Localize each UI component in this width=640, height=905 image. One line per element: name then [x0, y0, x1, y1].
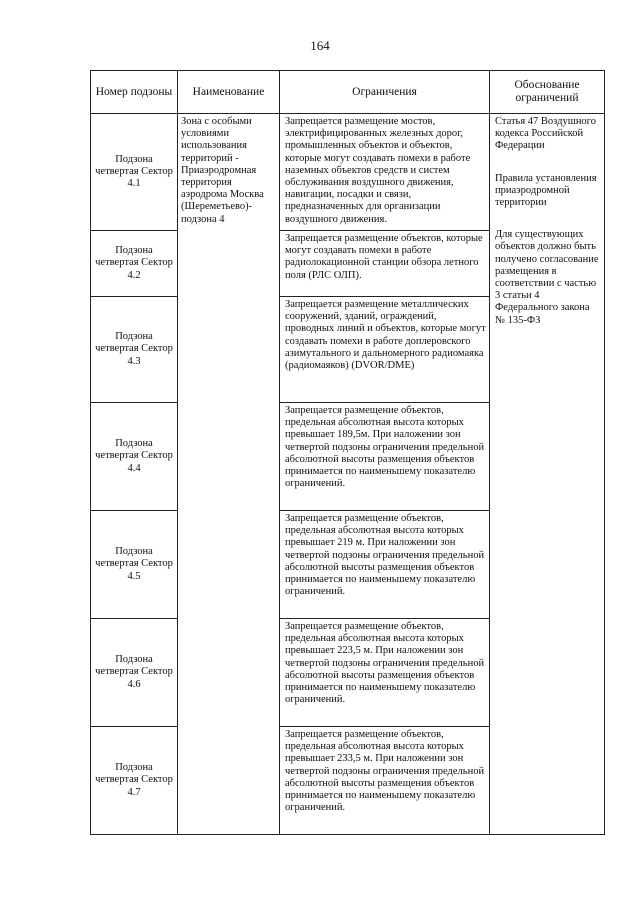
restriction-cell: Запрещается размещение объектов, предельная абсолютная высота которых превышает 219 м. При наложении зон четвертой подзоны ограничения предельной абсолютной высоты размещения объектов принимается по наименьшему показателю ограничений.: [280, 511, 490, 619]
zone-cell: Подзона четвертая Сектор 4.1: [91, 114, 178, 231]
restriction-cell: Запрещается размещение объектов, предельная абсолютная высота которых превышает 223,5 м. При наложении зон четвертой подзоны ограничения предельной абсолютной высоты размещения объектов принимается по наименьшему показателю ограничений.: [280, 619, 490, 727]
basis-item: Правила установления приаэродромной территории: [495, 172, 597, 209]
basis-item: Статья 47 Воздушного кодекса Российской Федерации: [495, 116, 596, 152]
header-restrictions: Ограничения: [280, 71, 490, 114]
restriction-cell: Запрещается размещение объектов, предельная абсолютная высота которых превышает 233,5 м. При наложении зон четвертой подзоны ограничения предельной абсолютной высоты размещения объектов принимается по наименьшему показателю ограничений.: [280, 727, 490, 835]
restrictions-table: [90, 70, 605, 835]
zone-cell: Подзона четвертая Сектор 4.6: [91, 619, 178, 727]
table-row: [91, 114, 605, 231]
zone-cell: Подзона четвертая Сектор 4.4: [91, 403, 178, 511]
basis-cell: [490, 114, 605, 835]
restriction-cell: Запрещается размещение объектов, которые могут создавать помехи в работе радиолокационной станции обзора летного поля (РЛС ОЛП).: [280, 231, 490, 297]
restriction-cell: Запрещается размещение мостов, электрифицированных железных дорог, промышленных объектов и объектов, которые могут создавать помехи в работе наземных объектов средств и систем обслуживания воздушного движения, навигации, посадки и связи, предназначенных для организации воздушного движения.: [280, 114, 490, 231]
restriction-cell: Запрещается размещение металлических сооружений, зданий, ограждений, проводных линий и объектов, которые могут создавать помехи в работе доплеровского азимутального и дальномерного радиомаяка (радиомаяков) (DVOR/DME): [280, 297, 490, 403]
page-number: 164: [310, 38, 330, 53]
restriction-cell: Запрещается размещение объектов, предельная абсолютная высота которых превышает 189,5м. При наложении зон четвертой подзоны ограничения предельной абсолютной высоты размещения объектов принимается по наименьшему показателю ограничений.: [280, 403, 490, 511]
header-name: Наименование: [178, 71, 280, 114]
zone-cell: Подзона четвертая Сектор 4.5: [91, 511, 178, 619]
header-basis: Обоснование ограничений: [490, 71, 605, 114]
table-header-row: [91, 71, 605, 114]
zone-cell: Подзона четвертая Сектор 4.3: [91, 297, 178, 403]
name-cell: Зона с особыми условиями использования территорий - Приаэродромная территория аэродрома Москва (Шереметьево)- подзона 4: [178, 114, 280, 835]
zone-cell: Подзона четвертая Сектор 4.7: [91, 727, 178, 835]
header-zone: Номер подзоны: [91, 71, 178, 114]
basis-item: Для существующих объектов должно быть получено согласование размещения в соответствии с частью 3 статьи 4 Федерального закона № 135-ФЗ: [495, 229, 599, 326]
zone-cell: Подзона четвертая Сектор 4.2: [91, 231, 178, 297]
